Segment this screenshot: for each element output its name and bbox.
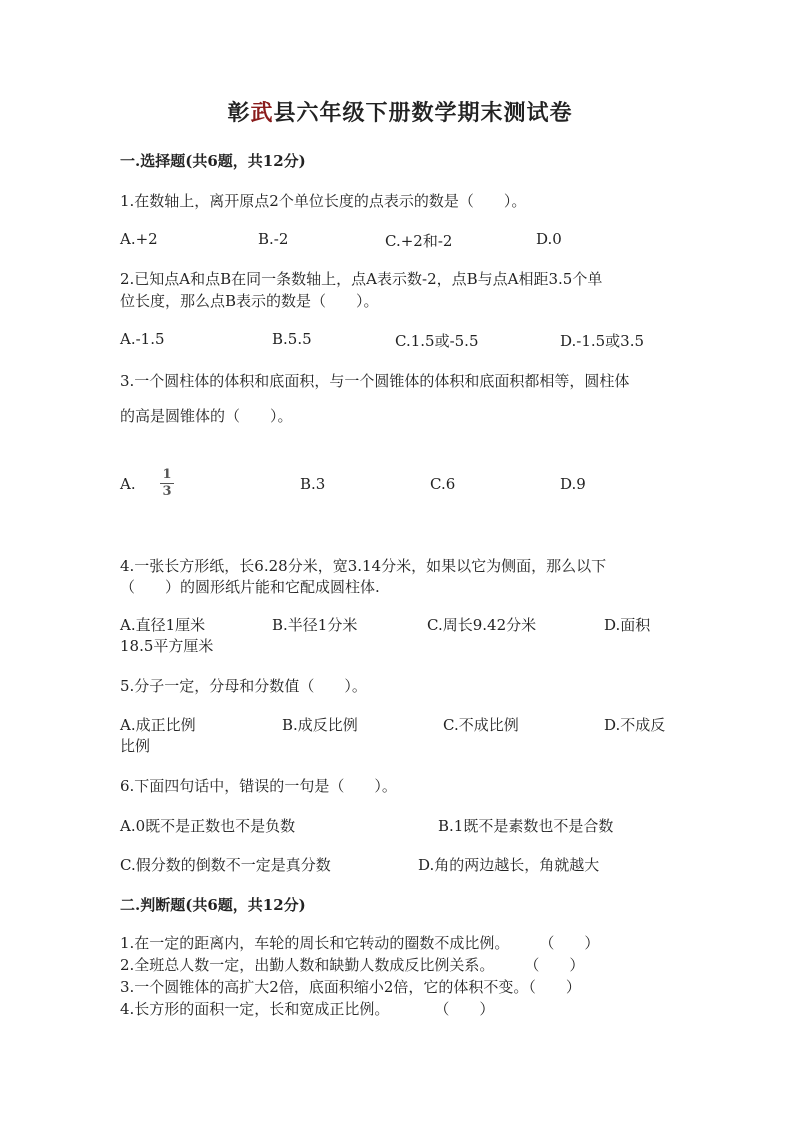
q1-option-b: B.-2 <box>258 230 289 248</box>
q1-option-c: C.+2和-2 <box>385 232 453 250</box>
fraction-numerator: 1 <box>162 467 172 482</box>
question-2-line2: 位长度，那么点B表示的数是（ ）。 <box>120 292 379 310</box>
q6-option-a: A.0既不是正数也不是负数 <box>120 817 296 835</box>
judge-item-2: 2.全班总人数一定，出勤人数和缺勤人数成反比例关系。 （ ） <box>120 956 585 974</box>
q5-option-c: C.不成比例 <box>443 716 519 734</box>
q2-option-b: B.5.5 <box>272 330 312 348</box>
q2-option-c: C.1.5或-5.5 <box>395 332 479 350</box>
q2-option-a: A.-1.5 <box>120 330 165 348</box>
title-text: 彰 <box>227 100 251 126</box>
q2-option-d: D.-1.5或3.5 <box>560 332 645 350</box>
question-4-line2: （ ）的圆形纸片能和它配成圆柱体. <box>120 578 380 596</box>
question-2: 2.已知点A和点B在同一条数轴上，点A表示数-2，点B与点A相距3.5个单 <box>120 270 603 288</box>
section-heading: 一.选择题(共6题，共12分) <box>120 152 306 170</box>
question-4: 4.一张长方形纸，长6.28分米，宽3.14分米，如果以它为侧面，那么以下 <box>120 557 607 575</box>
judge-item-1: 1.在一定的距离内，车轮的周长和它转动的圈数不成比例。 （ ） <box>120 934 600 952</box>
question-1: 1.在数轴上，离开原点2个单位长度的点表示的数是（ ）。 <box>120 192 527 210</box>
q6-option-c: C.假分数的倒数不一定是真分数 <box>120 856 331 874</box>
judge-item-3: 3.一个圆锥体的高扩大2倍，底面积缩小2倍，它的体积不变。（ ） <box>120 978 581 996</box>
q5-option-b: B.成反比例 <box>282 716 358 734</box>
q1-option-d: D.0 <box>536 230 562 248</box>
q3-fraction <box>160 468 174 499</box>
q3-option-c: C.6 <box>430 475 456 493</box>
q4-option-c: C.周长9.42分米 <box>427 616 537 634</box>
q3-option-b: B.3 <box>300 475 326 493</box>
q4-option-d: D.面积 <box>604 616 651 634</box>
q3-option-d: D.9 <box>560 475 586 493</box>
q4-option-b: B.半径1分米 <box>272 616 358 634</box>
q5-option-d: D.不成反 <box>604 716 666 734</box>
q5-option-d-continued: 比例 <box>120 737 151 755</box>
q3-option-a: A. <box>120 475 136 493</box>
section-heading: 二.判断题(共6题，共12分) <box>120 896 306 914</box>
page-title <box>0 96 800 127</box>
q6-option-d: D.角的两边越长，角就越大 <box>418 856 600 874</box>
q1-option-a: A.+2 <box>120 230 158 248</box>
question-5: 5.分子一定，分母和分数值（ ）。 <box>120 677 367 695</box>
judge-item-4: 4.长方形的面积一定，长和宽成正比例。 （ ） <box>120 1000 495 1018</box>
question-3: 3.一个圆柱体的体积和底面积，与一个圆锥体的体积和底面积都相等，圆柱体 <box>120 372 630 390</box>
q6-option-b: B.1既不是素数也不是合数 <box>438 817 614 835</box>
q4-option-a: A.直径1厘米 <box>120 616 206 634</box>
q4-option-d-continued: 18.5平方厘米 <box>120 637 214 655</box>
title-text-red: 武 <box>250 100 274 126</box>
q5-option-a: A.成正比例 <box>120 716 196 734</box>
fraction-denominator: 3 <box>162 484 172 499</box>
question-6: 6.下面四句话中，错误的一句是（ ）。 <box>120 777 397 795</box>
question-3-line2: 的高是圆锥体的（ ）。 <box>120 407 293 425</box>
title-text: 县六年级下册数学期末测试卷 <box>273 100 573 126</box>
